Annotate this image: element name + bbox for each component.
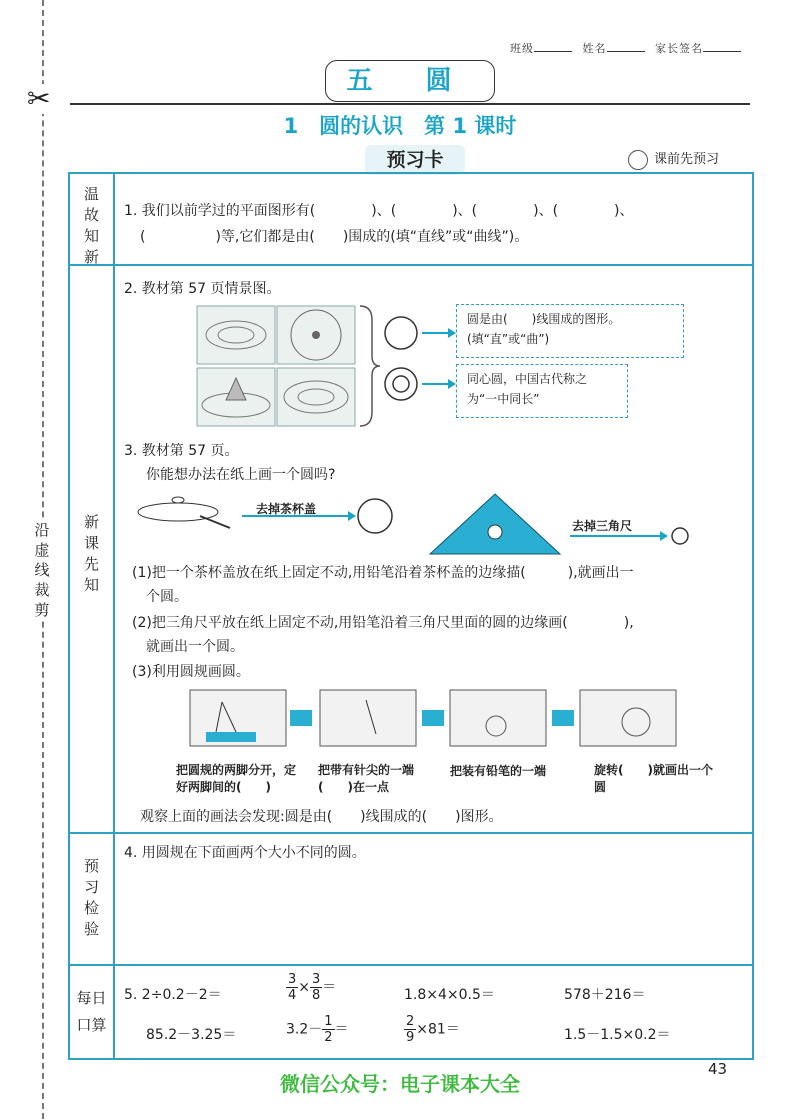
side-char: 习 bbox=[83, 878, 99, 896]
cut-char: 裁 bbox=[34, 581, 50, 599]
row-divider bbox=[68, 964, 752, 966]
q3-step2a: (2)把三角尺平放在纸上固定不动,用铅笔沿着三角尺里面的圆的边缘画( ), bbox=[132, 615, 634, 631]
cut-char: 线 bbox=[34, 561, 50, 579]
step-arrow bbox=[552, 710, 574, 726]
footer-watermark: 微信公众号：电子课本大全 bbox=[280, 1072, 520, 1096]
side-char: 知 bbox=[83, 576, 99, 594]
operand: 3.2－ bbox=[286, 1021, 323, 1038]
class-label: 班级 bbox=[510, 42, 534, 55]
circle-figure bbox=[385, 317, 417, 349]
compass-step3-text: 把装有铅笔的一端 bbox=[450, 764, 547, 778]
arrow2-label: 去掉三角尺 bbox=[572, 519, 633, 533]
compass-step1-text: 把圆规的两脚分开，定好两脚间的( ) bbox=[176, 763, 297, 794]
parent-label: 家长签名 bbox=[655, 42, 703, 55]
q2-box1: 圆是由( )线围成的图形。(填“直”或“曲”) bbox=[456, 304, 684, 358]
ruler-hole bbox=[488, 525, 502, 539]
operator: × bbox=[298, 979, 311, 996]
equals: ＝ bbox=[322, 979, 337, 996]
calc-b bbox=[286, 972, 336, 1003]
q3-step3: (3)利用圆规画圆。 bbox=[132, 664, 250, 680]
compass-steps bbox=[186, 688, 696, 750]
q1-line2: ( )等,它们都是由( )围成的(填“直线”或“曲线”)。 bbox=[140, 229, 529, 245]
section-new bbox=[70, 512, 113, 596]
name-label: 姓名 bbox=[582, 42, 607, 55]
parent-blank[interactable] bbox=[703, 41, 741, 52]
side-char: 口算 bbox=[76, 1016, 107, 1034]
calc-d: 578＋216＝ bbox=[564, 987, 646, 1003]
calc-c: 1.8×4×0.5＝ bbox=[404, 987, 495, 1003]
denominator: 8 bbox=[312, 988, 321, 1003]
unit-divider bbox=[70, 103, 750, 105]
concentric-inner bbox=[393, 376, 409, 392]
triangle-ruler bbox=[430, 494, 560, 554]
scene-photo-1 bbox=[197, 306, 275, 364]
unit-title: 五 圆 bbox=[325, 60, 495, 102]
denominator: 2 bbox=[324, 1030, 333, 1045]
cut-instruction bbox=[30, 520, 54, 620]
calc-a: 5. 2÷0.2－2＝ bbox=[124, 987, 222, 1003]
side-char: 新 bbox=[83, 513, 99, 531]
calc-g bbox=[404, 1014, 460, 1045]
side-char: 先 bbox=[83, 555, 99, 573]
section-review bbox=[70, 184, 113, 268]
clock-icon bbox=[628, 150, 648, 170]
calc-f bbox=[286, 1014, 349, 1045]
step2-picture bbox=[320, 690, 416, 746]
page-number: 43 bbox=[708, 1060, 728, 1078]
fraction bbox=[322, 1014, 334, 1045]
q2-title: 2. 教材第 57 页情景图。 bbox=[124, 281, 281, 297]
arrow1-label: 去掉茶杯盖 bbox=[256, 502, 317, 516]
side-char: 检 bbox=[83, 899, 99, 917]
fraction bbox=[286, 972, 298, 1003]
arrow-head bbox=[448, 328, 456, 338]
scissors-icon: ✂ bbox=[27, 82, 51, 115]
student-info bbox=[510, 40, 747, 56]
drawing-area[interactable] bbox=[124, 866, 734, 956]
row-divider bbox=[68, 832, 752, 834]
fraction bbox=[310, 972, 322, 1003]
row-divider bbox=[68, 264, 752, 266]
cut-char: 沿 bbox=[34, 521, 50, 539]
q1-line1: 1. 我们以前学过的平面图形有( )、( )、( )、( )、 bbox=[124, 203, 634, 219]
scene-hub bbox=[312, 331, 320, 339]
pencil bbox=[200, 516, 230, 528]
class-blank[interactable] bbox=[534, 41, 572, 52]
numerator: 3 bbox=[288, 972, 297, 987]
calc-e: 85.2－3.25＝ bbox=[146, 1027, 237, 1043]
equals: ＝ bbox=[334, 1021, 349, 1038]
ruler bbox=[206, 732, 256, 742]
lesson-title: 1 圆的认识 第 1 课时 bbox=[283, 114, 517, 138]
name-blank[interactable] bbox=[607, 41, 645, 52]
brace bbox=[360, 306, 380, 426]
column-divider bbox=[113, 172, 115, 1058]
scene-photo-4 bbox=[277, 368, 355, 426]
arrow-head bbox=[348, 511, 356, 521]
cut-char: 剪 bbox=[34, 601, 50, 619]
step-arrow bbox=[290, 710, 312, 726]
lid-knob bbox=[172, 497, 184, 503]
preview-badge bbox=[628, 148, 719, 170]
q4-title: 4. 用圆规在下面画两个大小不同的圆。 bbox=[124, 845, 366, 861]
compass-step4-text: 旋转( )就画出一个圆 bbox=[594, 763, 713, 794]
card-title: 预习卡 bbox=[365, 145, 465, 175]
compass-step2-text: 把带有针尖的一端( )在一点 bbox=[318, 763, 415, 794]
denominator: 9 bbox=[406, 1030, 415, 1045]
side-char: 新 bbox=[83, 248, 99, 266]
concentric-outer bbox=[385, 368, 417, 400]
step-arrow bbox=[422, 710, 444, 726]
section-calc bbox=[70, 988, 113, 1036]
q2-box2: 同心圆，中国古代称之为“一中同长” bbox=[456, 364, 628, 418]
side-char: 每日 bbox=[76, 989, 107, 1007]
side-char: 课 bbox=[83, 534, 99, 552]
q3-step1a: (1)把一个茶杯盖放在纸上固定不动,用铅笔沿着茶杯盖的边缘描( ),就画出一 bbox=[132, 565, 634, 581]
q3-question: 你能想办法在纸上画一个圆吗? bbox=[146, 467, 336, 483]
q3-title: 3. 教材第 57 页。 bbox=[124, 443, 239, 459]
q3-conclusion: 观察上面的画法会发现:圆是由( )线围成的( )图形。 bbox=[140, 809, 503, 825]
step4-picture bbox=[580, 690, 676, 746]
side-char: 温 bbox=[83, 185, 99, 203]
section-check bbox=[70, 856, 113, 940]
denominator: 4 bbox=[288, 988, 297, 1003]
arrow-head bbox=[448, 379, 456, 389]
step3-picture bbox=[450, 690, 546, 746]
side-char: 故 bbox=[83, 206, 99, 224]
side-char: 知 bbox=[83, 227, 99, 245]
q3-step2b: 就画出一个圆。 bbox=[146, 639, 244, 655]
calc-h: 1.5－1.5×0.2＝ bbox=[564, 1027, 671, 1043]
side-char: 预 bbox=[83, 857, 99, 875]
operand: ×81＝ bbox=[416, 1021, 460, 1038]
small-circle bbox=[672, 528, 688, 544]
fraction bbox=[404, 1014, 416, 1045]
numerator: 1 bbox=[324, 1014, 333, 1029]
preview-label: 课前先预习 bbox=[654, 152, 720, 167]
arrow-head bbox=[660, 531, 668, 541]
numerator: 3 bbox=[312, 972, 321, 987]
side-char: 验 bbox=[83, 920, 99, 938]
q3-step1b: 个圆。 bbox=[146, 589, 188, 605]
numerator: 2 bbox=[406, 1014, 415, 1029]
drawn-circle bbox=[358, 499, 392, 533]
cut-char: 虚 bbox=[34, 541, 50, 559]
